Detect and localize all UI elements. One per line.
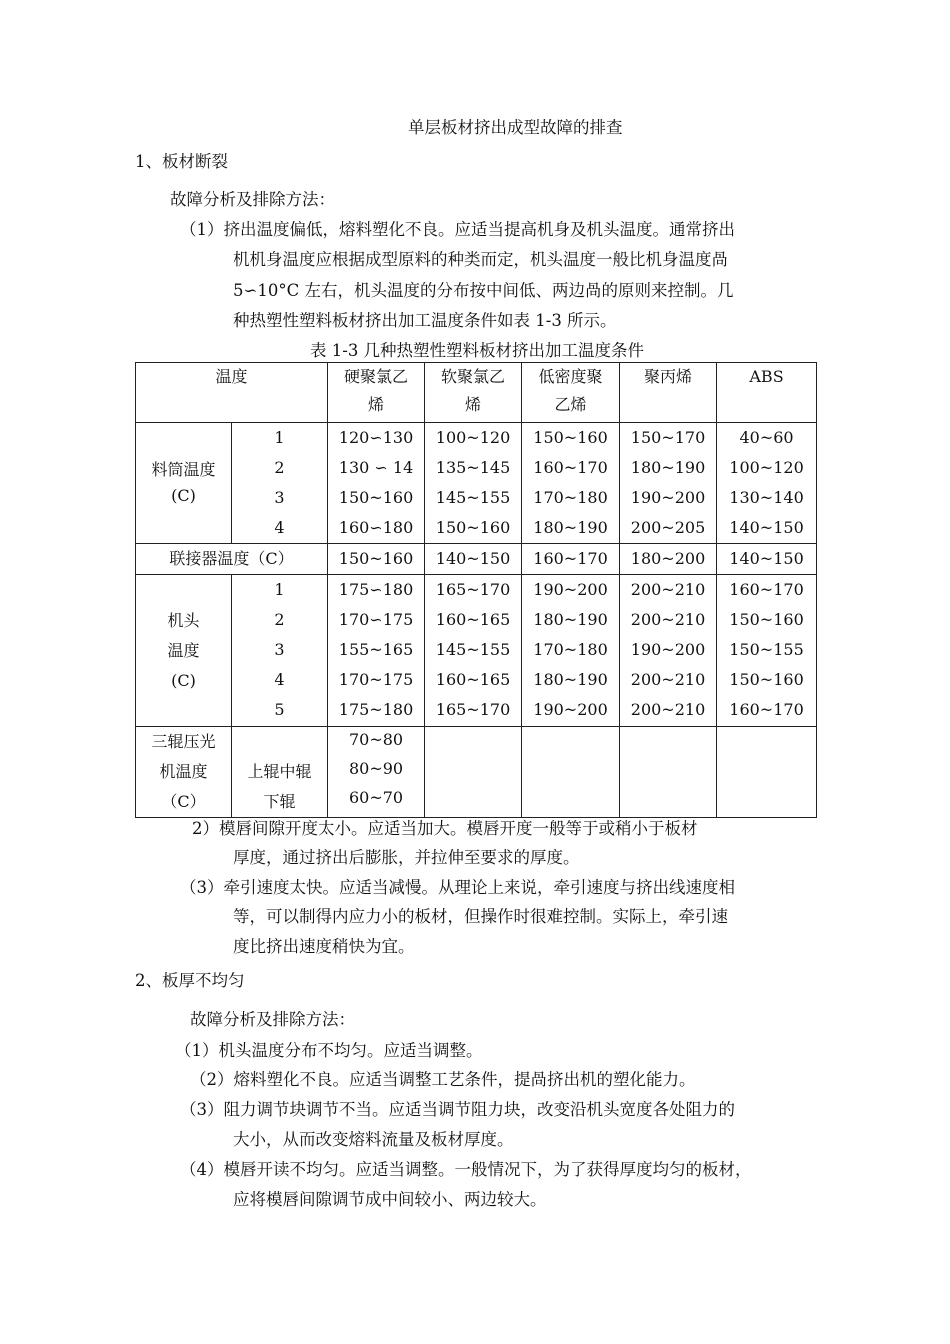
s1-item3-line2: 等，可以制得内应力小的板材，但操作时很难控制。实际上，牵引速 <box>233 907 728 926</box>
head-rigid-pvc: 175∽180 170∽175 155~165 170~175 175~180 <box>328 575 425 727</box>
section-2-heading: 2、板厚不均匀 <box>135 971 245 990</box>
header-pp: 聚丙烯 <box>620 363 717 423</box>
rolls-empty-4 <box>717 727 817 818</box>
connector-pp: 180~200 <box>620 544 717 575</box>
temperature-table <box>135 362 817 818</box>
s1-item1-line3: 5∽10°C 左右，机头温度的分布按中间低、两边咼的原则来控制。几 <box>233 281 734 300</box>
header-temperature: 温度 <box>136 363 328 423</box>
barrel-soft-pvc: 100~120 135~145 145~155 150~160 <box>425 423 522 544</box>
s2-item3-line1: （3）阻力调节块调节不当。应适当调节阻力块，改变沿机头宽度各处阻力的 <box>180 1100 735 1119</box>
connector-ldpe: 160~170 <box>522 544 620 575</box>
s1-item3-line1: （3）牵引速度太快。应适当减慢。从理论上来说，牵引速度与挤出线速度相 <box>180 878 735 897</box>
connector-soft-pvc: 140~150 <box>425 544 522 575</box>
connector-temp-label: 联接器温度（C） <box>136 544 328 575</box>
s2-item2: （2）熔料塑化不良。应适当调整工艺条件，提咼挤出机的塑化能力。 <box>190 1070 696 1089</box>
table-caption: 表 1-3 几种热塑性塑料板材挤出加工温度条件 <box>310 341 645 360</box>
rolls-empty-2 <box>522 727 620 818</box>
head-temp-label: 机头 温度 (C) <box>136 575 232 727</box>
rolls-empty-3 <box>620 727 717 818</box>
barrel-ldpe: 150~160 160~170 170~180 180~190 <box>522 423 620 544</box>
rolls-values: 70~80 80~90 60~70 <box>328 727 425 818</box>
rolls-sub-label: 上辊中辊 下辊 <box>232 727 328 818</box>
header-ldpe: 低密度聚 乙烯 <box>522 363 620 423</box>
section-2-subheading: 故障分析及排除方法： <box>190 1010 355 1029</box>
s2-item4-line1: （4）模唇开读不均匀。应适当调整。一般情况下，为了获得厚度均匀的板材， <box>180 1160 752 1179</box>
s1-item3-line3: 度比挤出速度稍快为宜。 <box>233 937 415 956</box>
barrel-abs: 40~60 100~120 130~140 140~150 <box>717 423 817 544</box>
header-soft-pvc: 软聚氯乙 烯 <box>425 363 522 423</box>
s2-item4-line2: 应将模唇间隙调节成中间较小、两边较大。 <box>233 1190 547 1209</box>
head-ldpe: 190~200 180~190 170~180 180~190 190~200 <box>522 575 620 727</box>
s1-item1-line4: 种热塑性塑料板材挤出加工温度条件如表 1-3 所示。 <box>233 311 617 330</box>
head-zones: 1 2 3 4 5 <box>232 575 328 727</box>
header-rigid-pvc: 硬聚氯乙 烯 <box>328 363 425 423</box>
connector-abs: 140~150 <box>717 544 817 575</box>
rolls-empty-1 <box>425 727 522 818</box>
s1-item1-line1: （1）挤出温度偏低，熔料塑化不良。应适当提高机身及机头温度。通常挤出 <box>180 220 735 239</box>
barrel-rigid-pvc: 120∽130 130 ∽ 14 150~160 160∽180 <box>328 423 425 544</box>
document-title: 单层板材挤出成型故障的排查 <box>408 118 623 137</box>
head-abs: 160~170 150~160 150~155 150~160 160~170 <box>717 575 817 727</box>
barrel-temp-label: 料筒温度 (C) <box>136 423 232 544</box>
rolls-temp-label: 三辊压光 机温度 （C） <box>136 727 232 818</box>
head-soft-pvc: 165~170 160~165 145~155 160~165 165~170 <box>425 575 522 727</box>
connector-rigid-pvc: 150~160 <box>328 544 425 575</box>
header-abs: ABS <box>717 363 817 423</box>
section-1-subheading: 故障分析及排除方法： <box>170 190 335 209</box>
s1-item1-line2: 机机身温度应根据成型原料的种类而定，机头温度一般比机身温度咼 <box>233 250 728 269</box>
s1-item2-line1: 2）模唇间隙开度太小。应适当加大。模唇开度一般等于或稍小于板材 <box>192 819 698 838</box>
head-pp: 200~210 200~210 190~200 200~210 200~210 <box>620 575 717 727</box>
section-1-heading: 1、板材断裂 <box>135 152 228 171</box>
barrel-pp: 150~170 180~190 190~200 200~205 <box>620 423 717 544</box>
s2-item1: （1）机头温度分布不均匀。应适当调整。 <box>175 1041 483 1060</box>
barrel-zones: 1 2 3 4 <box>232 423 328 544</box>
s2-item3-line2: 大小，从而改变熔料流量及板材厚度。 <box>233 1130 514 1149</box>
s1-item2-line2: 厚度，通过挤出后膨胀，并拉伸至要求的厚度。 <box>233 848 580 867</box>
